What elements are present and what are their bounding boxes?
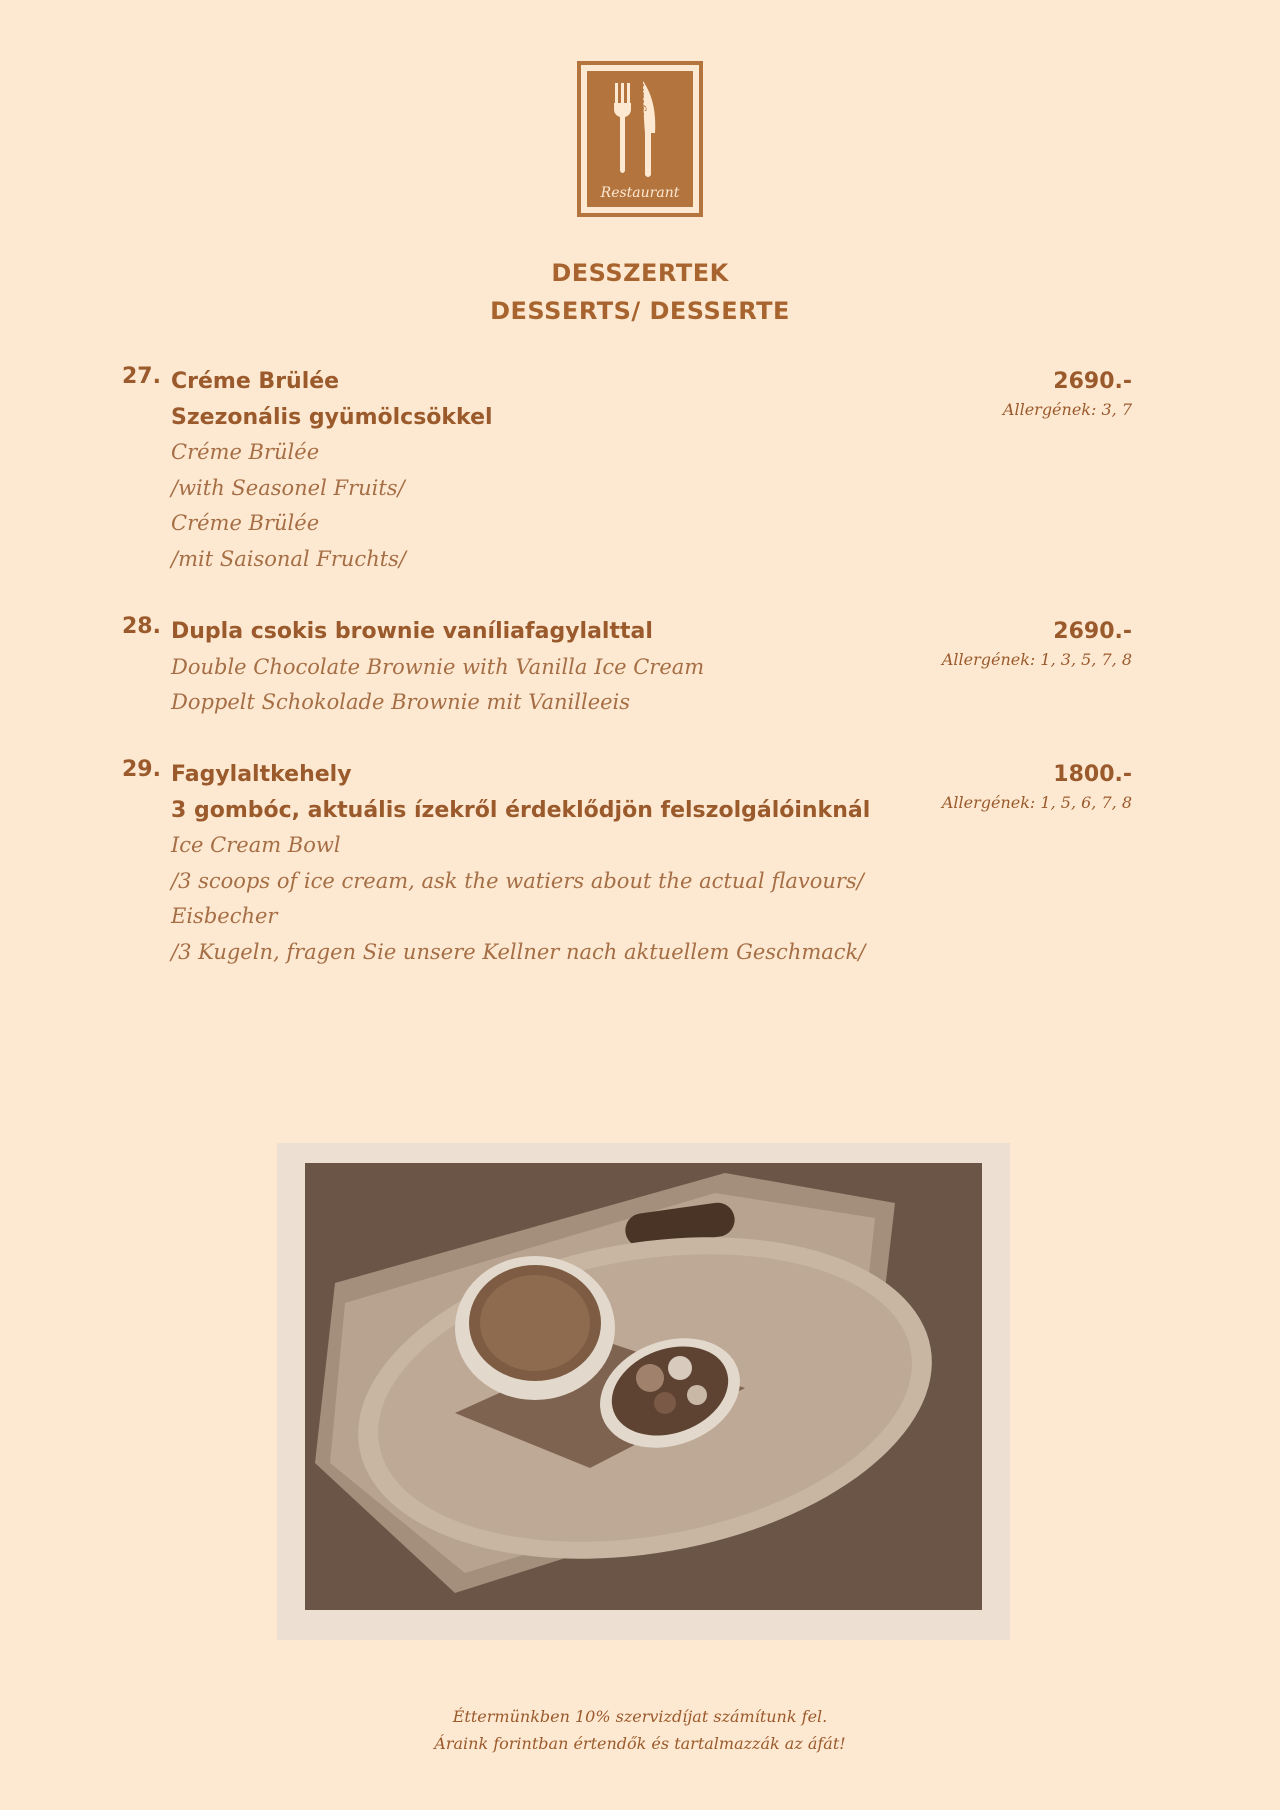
item-desc-de: /mit Saisonal Fruchts/	[171, 546, 407, 571]
item-name: Fagylaltkehely	[171, 762, 352, 787]
item-description	[171, 757, 1132, 970]
footer-line-1: Éttermünkben 10% szervizdíjat számítunk fel.	[452, 1707, 828, 1726]
footer-note	[0, 1703, 1280, 1757]
logo-belgian-text: Belgian	[633, 82, 648, 133]
menu-item-27	[122, 364, 1132, 577]
item-name-en: Double Chocolate Brownie with Vanilla Ice Cream	[171, 654, 705, 679]
logo-restaurant-text: Restaurant	[600, 185, 680, 201]
item-allergens: Allergének: 1, 3, 5, 7, 8	[941, 650, 1132, 669]
title-line-1: DESSZERTEK	[551, 259, 729, 287]
restaurant-logo	[577, 61, 703, 217]
title-line-2: DESSERTS/ DESSERTE	[490, 297, 790, 325]
item-number: 27.	[122, 364, 161, 389]
item-name-de: Créme Brülée	[171, 511, 320, 535]
menu-titles	[0, 254, 1280, 330]
item-price: 2690.-	[1053, 369, 1132, 394]
item-subtitle: Szezonális gyümölcsökkel	[171, 404, 493, 430]
item-desc-de: /3 Kugeln, fragen Sie unsere Kellner nach aktuellem Geschmack/	[171, 939, 866, 964]
item-name-en: Ice Cream Bowl	[171, 833, 341, 857]
item-name-de: Doppelt Schokolade Brownie mit Vanilleeis	[171, 690, 631, 714]
item-name-de: Eisbecher	[171, 904, 278, 928]
item-number: 28.	[122, 614, 161, 639]
logo-panel	[587, 71, 693, 207]
item-price: 1800.-	[1053, 762, 1132, 787]
item-description	[171, 364, 1132, 577]
item-name: Dupla csokis brownie vaníliafagylalttal	[171, 619, 653, 644]
menu-item-28	[122, 614, 1132, 721]
footer-line-2: Áraink forintban értendők és tartalmazzák az áfát!	[434, 1734, 846, 1753]
item-allergens: Allergének: 1, 5, 6, 7, 8	[941, 793, 1132, 812]
creme-brulee-illustration	[305, 1163, 982, 1610]
item-number: 29.	[122, 757, 161, 782]
item-desc-en: /with Seasonel Fruits/	[171, 475, 405, 500]
item-name-en: Créme Brülée	[171, 440, 320, 464]
dessert-photo-frame	[277, 1143, 1010, 1640]
item-price: 2690.-	[1053, 619, 1132, 644]
item-allergens: Allergének: 3, 7	[1002, 400, 1132, 419]
item-desc-en: /3 scoops of ice cream, ask the watiers about the actual flavours/	[171, 868, 864, 893]
menu-item-29	[122, 757, 1132, 970]
dessert-photo	[305, 1163, 982, 1610]
item-name: Créme Brülée	[171, 369, 340, 394]
item-subtitle: 3 gombóc, aktuális ízekről érdeklődjön felszolgálóinknál	[171, 797, 871, 823]
